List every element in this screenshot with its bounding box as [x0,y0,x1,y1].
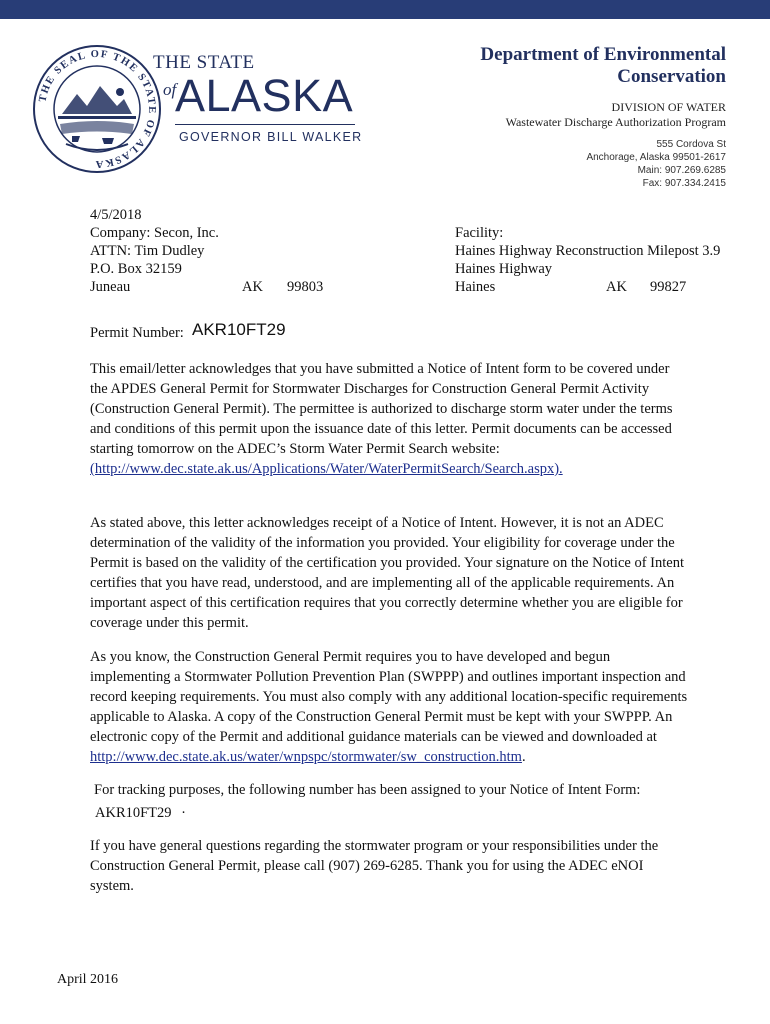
tracking-mark: · [181,805,187,821]
construction-permit-link[interactable]: http://www.dec.state.ak.us/water/wnpspc/stormwater/sw_construction.htm [90,749,522,765]
permit-search-link[interactable]: (http://www.dec.state.ak.us/Applications/Water/WaterPermitSearch/Search.aspx). [90,461,563,477]
logo-alaska: ALASKA [175,70,354,121]
address-fax: Fax: 907.334.2415 [642,178,726,189]
address-city: Anchorage, Alaska 99501-2617 [586,152,726,163]
address-street: 555 Cordova St [656,139,726,150]
division-name: DIVISION OF WATER [611,100,726,114]
p3-text: As you know, the Construction General Permit requires you to have developed and begun implementing a Stormwater Pollution Prevention Plan (SWPPP) and outlines important inspection and record keeping requirements. You must also comply with any additional location-specific requirements applicable to Alaska. A copy of the Construction General Permit must be kept with your SWPPP. An electronic copy of the Permit and additional guidance materials can be viewed and downloaded at [90,649,688,745]
facility-block [455,224,755,296]
top-color-bar [0,0,770,19]
paragraph-tracking: For tracking purposes, the following number has been assigned to your Notice of Intent Form: [94,782,641,798]
logo-the-state: THE STATE [153,52,255,73]
permit-number-label: Permit Number: [90,325,184,341]
logo-divider [175,124,355,125]
department-line2: Conservation [617,66,726,87]
svg-text:THE SEAL OF THE STATE OF ALASK: THE SEAL OF THE STATE OF ALASKA [37,48,158,170]
paragraph-determination: As stated above, this letter acknowledges receipt of a Notice of Intent. However, it is not an ADEC determination of the validity of the information you provided. Your eligibility for coverage under the Permit is based on the validity of the certification you provided. Your signature on the Notice of Intent certifies that you have read, understood, and are implementing all of the applicable requirements. An important aspect of this certification requires that you correctly determine whether you are eligible for coverage under this permit. [90,515,684,631]
state-seal-icon [32,44,162,174]
facility-state: AK [606,279,627,295]
facility-name: Haines Highway Reconstruction Milepost 3.9 [455,243,721,259]
address-main-phone: Main: 907.269.6285 [637,165,726,176]
paragraph-acknowledgement [90,359,690,479]
company-city: Juneau [90,279,131,295]
tracking-number: AKR10FT29 [95,805,172,821]
paragraph-contact: If you have general questions regarding the stormwater program or your responsibilities under the Construction General Permit, please call (907) 269-6285. Thank you for using the ADEC eNOI system. [90,838,659,894]
company-name: Company: Secon, Inc. [90,225,219,241]
division-block [506,100,726,130]
department-line1: Department of Environmental [480,44,726,65]
company-attn: ATTN: Tim Dudley [90,243,205,259]
tracking-number-row [95,804,186,822]
permit-number-value: AKR10FT29 [192,320,286,339]
company-state: AK [242,279,263,295]
footer-date: April 2016 [57,972,119,987]
office-address [586,138,726,190]
division-program: Wastewater Discharge Authorization Program [505,115,726,129]
logo-of: of [163,80,177,99]
facility-zip: 99827 [650,279,687,295]
logo-governor: GOVERNOR BILL WALKER [179,130,363,144]
p3-end: . [521,749,526,765]
paragraph-swppp [90,647,690,767]
company-box: P.O. Box 32159 [90,261,182,277]
recipient-block [90,206,350,296]
letter-date: 4/5/2018 [90,207,142,223]
department-title [426,44,726,88]
facility-label: Facility: [455,225,504,241]
facility-city: Haines [455,279,496,295]
company-zip: 99803 [287,279,324,295]
p1-text: This email/letter acknowledges that you have submitted a Notice of Intent form to be covered under the APDES General Permit for Stormwater Discharges for Construction General Permit Activity (Construction General Permit). The permittee is authorized to discharge storm water under the terms and conditions of this permit upon the issuance date of this letter. Permit documents can be accessed starting tomorrow on the ADEC’s Storm Water Permit Search website: [90,361,673,457]
facility-street: Haines Highway [455,261,553,277]
